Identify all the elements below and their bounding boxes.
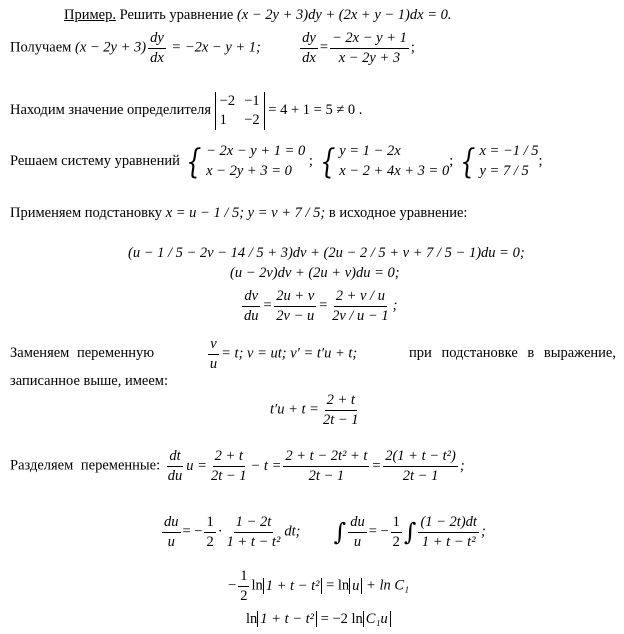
fraction-sep-3: $\frac{\text{2 + t − 2t² + t}}{2t - 1}$ bbox=[285, 448, 368, 484]
equation-f: − $\frac{1}{2}$ ln 1 + t − t² = ln u + ln C₁ bbox=[228, 568, 410, 604]
fraction-sep-2: $\frac{2 + t}{2t - 1}$ bbox=[210, 448, 247, 484]
fraction-eqc-3: $\frac{2 + v / u}{2v / u - 1}$ bbox=[332, 288, 389, 324]
example-text: Решить уравнение bbox=[119, 7, 234, 23]
substitution-line bbox=[10, 206, 467, 222]
abs-u: u bbox=[349, 578, 362, 594]
replace-tail: при подстановке в выражение, bbox=[409, 345, 616, 362]
system-text: Решаем систему уравнений bbox=[10, 152, 180, 169]
fraction-half-3: $\frac{1}{2}$ bbox=[240, 568, 248, 604]
example-label: Пример. bbox=[64, 7, 116, 23]
example-equation: (x − 2y + 3)dy + (2x + y − 1)dx = 0. bbox=[236, 7, 452, 23]
replace-text: Заменяем переменную bbox=[10, 345, 155, 362]
fraction-eqc-2: $\frac{2u + v}{2v - u}$ bbox=[276, 288, 315, 324]
separate-text: Разделяем переменные: bbox=[10, 457, 161, 474]
obtain-rhs: = −2x − y + 1; bbox=[171, 39, 261, 56]
separate-line: Разделяем переменные: $\frac{dt}{du}$ u = $\frac{2 + t}{2t - 1}$ − t = $\frac{\text{2 + t − 2t² + t}}{2t - 1}$ = $\frac{\text{2(1 + t − t²)}}{2t - 1}$ ; bbox=[10, 448, 465, 484]
equation-a: (u − 1 / 5 − 2v − 14 / 5 + 3)dv + (2u − 2 / 5 + v + 7 / 5 − 1)du = 0; bbox=[128, 245, 525, 261]
substitution-text: Применяем подстановку bbox=[10, 205, 163, 221]
replace-eq: = t; v = ut; v′ = t′u + t; bbox=[221, 345, 358, 362]
system-line: Решаем систему уравнений { − 2x − y + 1 = 0 x − 2y + 3 = 0 ; { y = 1 − 2x x − 2 + 4x + 3 = 0 ; { x = −1 / 5 y = 7 / 5 ; bbox=[10, 141, 543, 182]
fraction-v-u: $\frac{v}{u}$ bbox=[209, 336, 218, 372]
fraction-eqd: $\frac{2 + t}{2t - 1}$ bbox=[322, 392, 359, 428]
replace-line-2: записанное выше, имеем: bbox=[10, 373, 168, 389]
substitution-tail: в исходное уравнение: bbox=[328, 205, 468, 221]
fraction-dy-dx-2: $\frac{dy}{dx}$ bbox=[302, 30, 316, 66]
obtain-lhs: (x − 2y + 3) bbox=[74, 39, 147, 56]
equation-c: $\frac{dv}{du}$ = $\frac{2u + v}{2v - u}$ = $\frac{2 + v / u}{2v / u - 1}$ ; bbox=[244, 288, 398, 324]
fraction-eqe-6: $\frac{(1 - 2t)dt}{\text{1 + t − t²}}$ bbox=[420, 514, 477, 550]
integral-sign: ∫ bbox=[333, 517, 347, 546]
integral-sign-2: ∫ bbox=[403, 517, 417, 546]
fraction-ratio: $\frac{- 2x - y + 1}{x - 2y + 3}$ bbox=[332, 30, 407, 66]
obtain-text: Получаем bbox=[10, 39, 72, 56]
system-1: { − 2x − y + 1 = 0 x − 2y + 3 = 0 bbox=[186, 141, 306, 182]
fraction-sep-4: $\frac{\text{2(1 + t − t²)}}{2t - 1}$ bbox=[385, 448, 456, 484]
equation-e: $\frac{du}{u}$ = − $\frac{1}{2}$ · $\frac{1 - 2t}{\text{1 + t − t²}}$ dt; ∫ $\frac{du}{u}$ = − $\frac{1}{2}$ ∫ $\frac{(1 - 2t)dt}{\text{1 + t − t²}}$ ; bbox=[164, 514, 486, 550]
fraction-eqe-3: $\frac{1 - 2t}{\text{1 + t − t²}}$ bbox=[226, 514, 281, 550]
system-3: { x = −1 / 5 y = 7 / 5 bbox=[460, 141, 539, 182]
equation-d: t′u + t = $\frac{2 + t}{2t - 1}$ bbox=[270, 392, 359, 428]
fraction-dy-dx: $\frac{dy}{dx}$ bbox=[150, 30, 164, 66]
system-2: { y = 1 − 2x x − 2 + 4x + 3 = 0 bbox=[319, 141, 450, 182]
abs-expression: 1 + t − t² bbox=[263, 578, 323, 594]
determinant-text: Находим значение определителя bbox=[10, 102, 212, 119]
replace-line bbox=[10, 336, 616, 372]
substitution-eq: x = u − 1 / 5; y = v + 7 / 5; bbox=[165, 205, 326, 221]
equation-b: (u − 2v)dv + (2u + v)du = 0; bbox=[230, 265, 400, 281]
abs-expression-2: 1 + t − t² bbox=[257, 611, 317, 627]
obtain-line: Получаем (x − 2y + 3) $\frac{dy}{dx}$ = −2x − y + 1; $\frac{dy}{dx}$ = $\frac{- 2x - y + 1}{x - 2y + 3}$ ; bbox=[10, 30, 415, 66]
fraction-dv-du: $\frac{dv}{du}$ bbox=[244, 288, 259, 324]
fraction-dt-du: $\frac{dt}{du}$ bbox=[167, 448, 183, 484]
equation-g: ln 1 + t − t² = −2 ln C₁u bbox=[246, 612, 391, 628]
determinant: −2 −1 1 −2 bbox=[215, 92, 265, 130]
abs-c1u: C₁u bbox=[363, 611, 391, 627]
fraction-du-u: $\frac{du}{u}$ bbox=[164, 514, 179, 550]
fraction-half-2: $\frac{1}{2}$ bbox=[392, 514, 400, 550]
determinant-line bbox=[10, 92, 362, 130]
fraction-du-u-2: $\frac{du}{u}$ bbox=[350, 514, 365, 550]
example-line bbox=[64, 8, 451, 24]
fraction-half: $\frac{1}{2}$ bbox=[206, 514, 214, 550]
determinant-result: = 4 + 1 = 5 ≠ 0 . bbox=[268, 102, 363, 119]
